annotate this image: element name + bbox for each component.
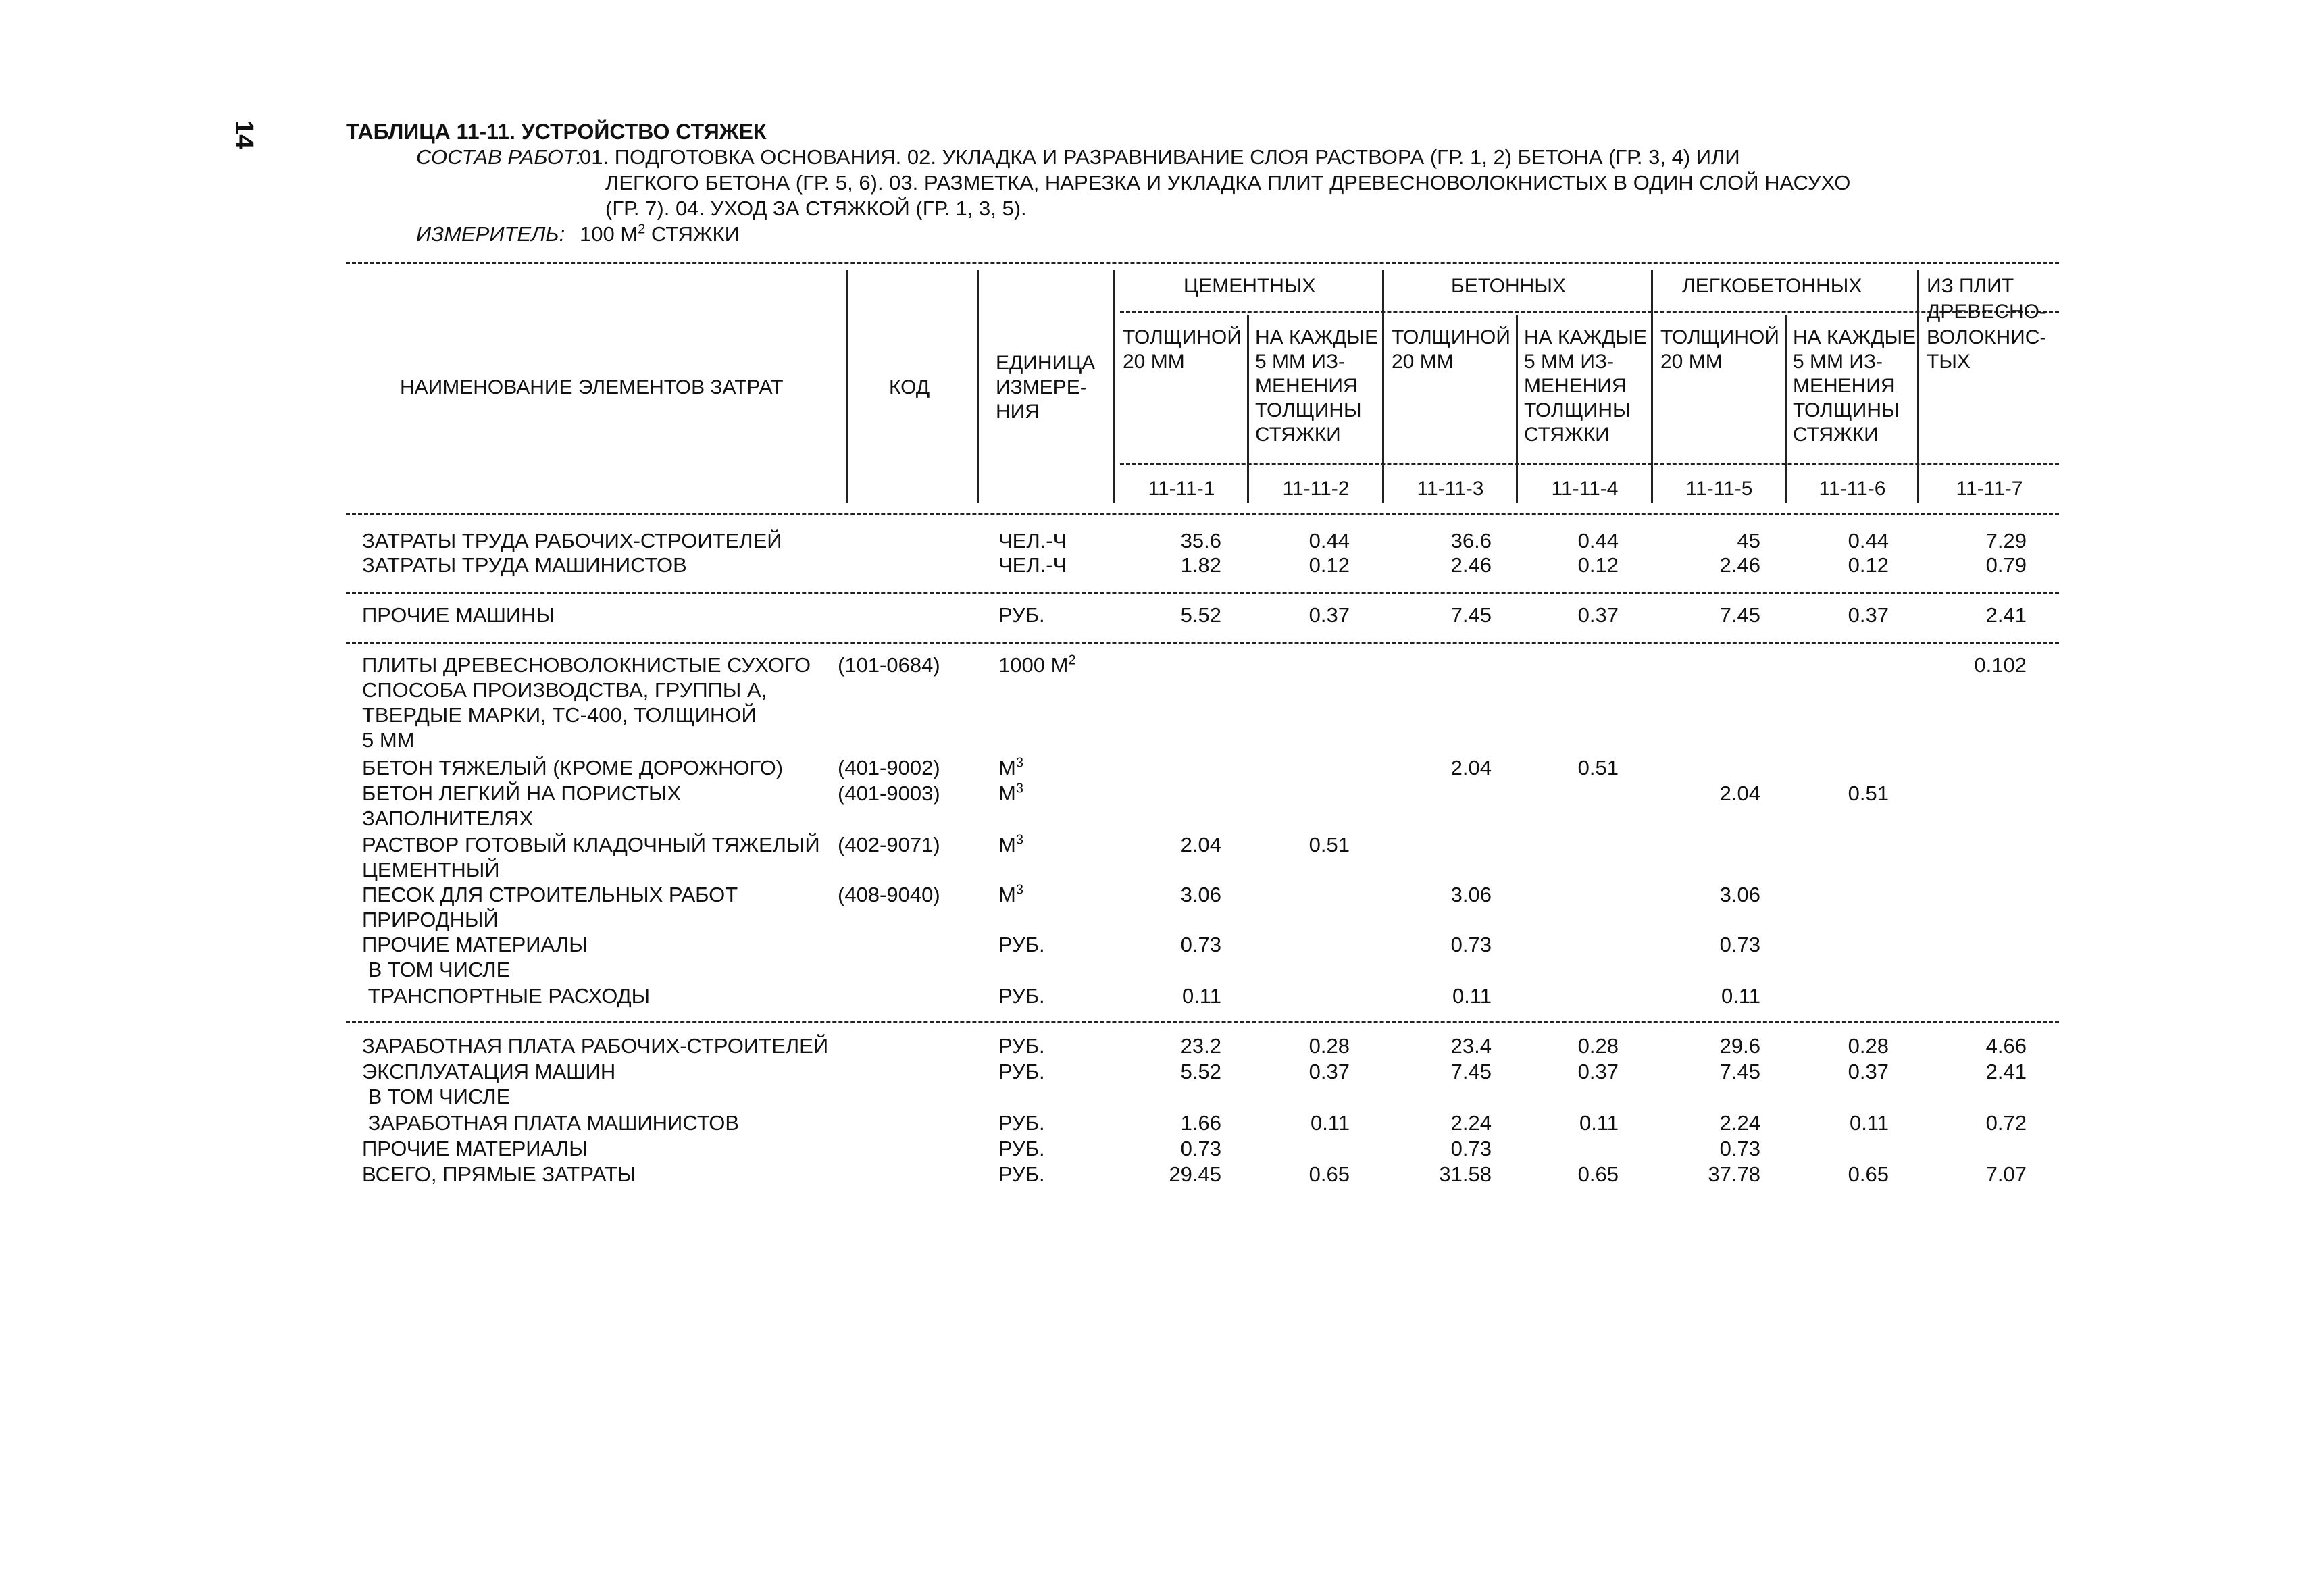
row-value: 29.6 [1719, 1034, 1760, 1058]
row-code: (101-0684) [838, 653, 940, 677]
row-value: 1.82 [1180, 553, 1221, 577]
sub-each-1b: 5 ММ ИЗ- [1255, 351, 1346, 373]
section-rule [346, 642, 2059, 644]
header-last-1: ИЗ ПЛИТ [1927, 275, 2014, 297]
row-unit: $М^3$ [998, 832, 1023, 856]
row-name: ЦЕМЕНТНЫЙ [362, 858, 500, 881]
row-name: ЗАТРАТЫ ТРУДА МАШИНИСТОВ [362, 553, 687, 577]
row-value: 0.73 [1719, 1137, 1760, 1160]
row-name: РАСТВОР ГОТОВЫЙ КЛАДОЧНЫЙ ТЯЖЕЛЫЙ [362, 833, 820, 856]
sostav-line-2: ЛЕГКОГО БЕТОНА (ГР. 5, 6). 03. РАЗМЕТКА, НАРЕЗКА И УКЛАДКА ПЛИТ ДРЕВЕСНОВОЛОКНИСТЫХ В ОДИН СЛОЙ НАСУХО [605, 171, 1851, 195]
row-value: 3.06 [1719, 883, 1760, 906]
row-value: 23.2 [1180, 1034, 1221, 1058]
row-value: 0.28 [1308, 1034, 1350, 1058]
row-value: 0.65 [1577, 1162, 1619, 1186]
row-code: (401-9003) [838, 781, 940, 805]
row-name: ПРОЧИЕ МАТЕРИАЛЫ [362, 933, 588, 956]
row-name: ЗАРАБОТНАЯ ПЛАТА РАБОЧИХ-СТРОИТЕЛЕЙ [362, 1034, 829, 1058]
row-name: ТВЕРДЫЕ МАРКИ, ТС-400, ТОЛЩИНОЙ [362, 703, 757, 727]
row-value: 0.37 [1848, 1060, 1889, 1083]
section-rule [346, 1021, 2059, 1023]
sub-each-2c: МЕНЕНИЯ [1524, 375, 1627, 397]
row-unit: РУБ. [998, 933, 1045, 956]
row-value: 3.06 [1180, 883, 1221, 906]
row-value: 0.37 [1308, 1060, 1350, 1083]
norm-code: 11-11-5 [1685, 478, 1753, 500]
row-unit: РУБ. [998, 1137, 1045, 1160]
col-sep [846, 270, 848, 503]
row-unit: $М^3$ [998, 755, 1023, 779]
header-bottom-rule [346, 513, 2059, 515]
norm-code: 11-11-1 [1148, 478, 1215, 500]
header-top-rule [346, 262, 2059, 264]
row-name: БЕТОН ЛЕГКИЙ НА ПОРИСТЫХ [362, 781, 682, 805]
row-value: 7.45 [1450, 1060, 1492, 1083]
row-value: 0.12 [1308, 553, 1350, 577]
sostav-line-1: 01. ПОДГОТОВКА ОСНОВАНИЯ. 02. УКЛАДКА И РАЗРАВНИВАНИЕ СЛОЯ РАСТВОРА (ГР. 1, 2) БЕТОНА (ГР. 3, 4) ИЛИ [580, 145, 1740, 169]
sub-thick-2a: ТОЛЩИНОЙ [1392, 326, 1510, 349]
col-sep [977, 270, 979, 503]
sub-thick-2b: 20 ММ [1392, 351, 1454, 373]
header-unit-line-3: НИЯ [996, 401, 1040, 423]
row-name: ЭКСПЛУАТАЦИЯ МАШИН [362, 1060, 616, 1083]
header-group-light: ЛЕГКОБЕТОННЫХ [1682, 275, 1862, 297]
col-sep [1113, 270, 1115, 503]
sub-each-2e: СТЯЖКИ [1524, 423, 1610, 446]
row-value: 0.44 [1308, 529, 1350, 552]
row-value: 2.41 [1985, 603, 2027, 627]
row-name: ПЛИТЫ ДРЕВЕСНОВОЛОКНИСТЫЕ СУХОГО [362, 653, 811, 677]
row-value: 0.37 [1577, 1060, 1619, 1083]
row-name: ЗАРАБОТНАЯ ПЛАТА МАШИНИСТОВ [362, 1111, 740, 1135]
row-unit: $М^3$ [998, 882, 1023, 906]
row-value: 7.45 [1450, 603, 1492, 627]
header-group-cement: ЦЕМЕНТНЫХ [1184, 275, 1316, 297]
row-value: 2.41 [1985, 1060, 2027, 1083]
header-last-3: ВОЛОКНИС- [1927, 326, 2047, 349]
row-value: 0.37 [1848, 603, 1889, 627]
row-value: 0.11 [1310, 1111, 1350, 1135]
row-value: 0.44 [1848, 529, 1889, 552]
sub-thick-1a: ТОЛЩИНОЙ [1123, 326, 1242, 349]
header-code-col: КОД [889, 376, 930, 398]
row-unit: ЧЕЛ.-Ч [998, 553, 1067, 577]
row-value: 0.73 [1719, 933, 1760, 956]
row-value: 0.12 [1577, 553, 1619, 577]
row-name: СПОСОБА ПРОИЗВОДСТВА, ГРУППЫ А, [362, 678, 767, 702]
norm-code: 11-11-2 [1282, 478, 1350, 500]
row-value: 2.46 [1719, 553, 1760, 577]
row-value: 29.45 [1169, 1162, 1221, 1186]
row-value: 0.44 [1577, 529, 1619, 552]
row-value: 0.11 [1849, 1111, 1889, 1135]
row-value: 23.4 [1450, 1034, 1492, 1058]
row-value: 0.102 [1974, 653, 2027, 677]
row-value: 0.65 [1308, 1162, 1350, 1186]
row-value: 2.46 [1450, 553, 1492, 577]
row-value: 0.51 [1848, 781, 1889, 805]
row-value: 0.28 [1848, 1034, 1889, 1058]
row-unit: РУБ. [998, 1162, 1045, 1186]
izmeritel-value: 100 $М^2$ СТЯЖКИ [580, 222, 740, 246]
page-number: 14 [230, 120, 258, 149]
row-name: ПЕСОК ДЛЯ СТРОИТЕЛЬНЫХ РАБОТ [362, 883, 738, 906]
row-value: 7.29 [1985, 529, 2027, 552]
row-name: В ТОМ ЧИСЛЕ [362, 958, 511, 981]
sub-each-2a: НА КАЖДЫЕ [1524, 326, 1648, 349]
row-value: 0.12 [1848, 553, 1889, 577]
sub-each-1a: НА КАЖДЫЕ [1255, 326, 1379, 349]
sub-each-3b: 5 ММ ИЗ- [1793, 351, 1883, 373]
row-value: 4.66 [1985, 1034, 2027, 1058]
row-unit: РУБ. [998, 984, 1045, 1008]
row-value: 2.24 [1719, 1111, 1760, 1135]
header-name-col: НАИМЕНОВАНИЕ ЭЛЕМЕНТОВ ЗАТРАТ [400, 376, 784, 398]
row-value: 0.11 [1452, 984, 1492, 1008]
norm-code: 11-11-4 [1551, 478, 1619, 500]
row-value: 3.06 [1450, 883, 1492, 906]
row-code: (408-9040) [838, 883, 940, 906]
row-unit: 1000 $М^2$ [998, 652, 1076, 677]
row-unit: РУБ. [998, 603, 1045, 627]
col-sep [1247, 315, 1249, 503]
sub-each-2b: 5 ММ ИЗ- [1524, 351, 1615, 373]
header-unit-line-1: ЕДИНИЦА [996, 352, 1096, 374]
row-name: В ТОМ ЧИСЛЕ [362, 1085, 511, 1108]
row-value: 1.66 [1180, 1111, 1221, 1135]
row-name: ЗАПОЛНИТЕЛЯХ [362, 806, 534, 830]
sub-thick-1b: 20 ММ [1123, 351, 1185, 373]
row-unit: ЧЕЛ.-Ч [998, 529, 1067, 552]
row-value: 0.73 [1180, 1137, 1221, 1160]
row-value: 7.45 [1719, 1060, 1760, 1083]
norm-code: 11-11-6 [1819, 478, 1886, 500]
row-name: ПРИРОДНЫЙ [362, 908, 499, 931]
row-value: 35.6 [1180, 529, 1221, 552]
row-unit: РУБ. [998, 1060, 1045, 1083]
row-code: (401-9002) [838, 756, 940, 779]
row-value: 31.58 [1439, 1162, 1492, 1186]
header-last-4: ТЫХ [1927, 351, 1971, 373]
col-sep [1516, 315, 1518, 503]
norm-code: 11-11-7 [1956, 478, 2023, 500]
row-value: 2.04 [1450, 756, 1492, 779]
sub-each-3d: ТОЛЩИНЫ [1793, 399, 1900, 421]
row-value: 0.51 [1577, 756, 1619, 779]
row-value: 0.73 [1180, 933, 1221, 956]
sub-each-3e: СТЯЖКИ [1793, 423, 1879, 446]
sub-each-3c: МЕНЕНИЯ [1793, 375, 1896, 397]
sub-each-1c: МЕНЕНИЯ [1255, 375, 1358, 397]
row-value: 7.45 [1719, 603, 1760, 627]
row-value: 0.11 [1721, 984, 1760, 1008]
row-name: ПРОЧИЕ МАТЕРИАЛЫ [362, 1137, 588, 1160]
row-value: 2.04 [1180, 833, 1221, 856]
row-value: 45 [1737, 529, 1760, 552]
row-value: 0.37 [1577, 603, 1619, 627]
row-value: 7.07 [1985, 1162, 2027, 1186]
row-unit: $М^3$ [998, 781, 1023, 805]
sub-thick-3a: ТОЛЩИНОЙ [1660, 326, 1779, 349]
header-last-2: ДРЕВЕСНО- [1927, 301, 2047, 323]
row-unit: РУБ. [998, 1111, 1045, 1135]
row-value: 0.79 [1985, 553, 2027, 577]
row-value: 2.04 [1719, 781, 1760, 805]
izmeritel-label: ИЗМЕРИТЕЛЬ: [416, 222, 565, 246]
col-sep [1785, 315, 1787, 503]
row-value: 0.37 [1308, 603, 1350, 627]
sub-each-2d: ТОЛЩИНЫ [1524, 399, 1631, 421]
row-value: 5.52 [1180, 1060, 1221, 1083]
row-value: 0.51 [1308, 833, 1350, 856]
row-value: 0.11 [1579, 1111, 1619, 1135]
sostav-label: СОСТАВ РАБОТ: [416, 145, 582, 169]
row-value: 0.73 [1450, 933, 1492, 956]
row-value: 0.11 [1181, 984, 1221, 1008]
col-sep [1917, 270, 1919, 503]
sub-each-1d: ТОЛЩИНЫ [1255, 399, 1362, 421]
row-value: 2.24 [1450, 1111, 1492, 1135]
row-code: (402-9071) [838, 833, 940, 856]
col-sep [1382, 270, 1384, 503]
row-value: 0.28 [1577, 1034, 1619, 1058]
sub-each-3a: НА КАЖДЫЕ [1793, 326, 1916, 349]
row-name: 5 ММ [362, 728, 415, 752]
row-name: ПРОЧИЕ МАШИНЫ [362, 603, 555, 627]
row-value: 5.52 [1180, 603, 1221, 627]
col-sep [1651, 270, 1653, 503]
table-title: ТАБЛИЦА 11-11. УСТРОЙСТВО СТЯЖЕК [346, 120, 767, 144]
header-group-concrete: БЕТОННЫХ [1451, 275, 1566, 297]
row-value: 0.65 [1848, 1162, 1889, 1186]
row-value: 36.6 [1450, 529, 1492, 552]
section-rule [346, 592, 2059, 594]
row-value: 0.72 [1985, 1111, 2027, 1135]
norm-code: 11-11-3 [1417, 478, 1484, 500]
row-name: ТРАНСПОРТНЫЕ РАСХОДЫ [362, 984, 651, 1008]
row-name: ВСЕГО, ПРЯМЫЕ ЗАТРАТЫ [362, 1162, 636, 1186]
row-unit: РУБ. [998, 1034, 1045, 1058]
row-name: БЕТОН ТЯЖЕЛЫЙ (КРОМЕ ДОРОЖНОГО) [362, 756, 784, 779]
sub-thick-3b: 20 ММ [1660, 351, 1723, 373]
sostav-line-3: (ГР. 7). 04. УХОД ЗА СТЯЖКОЙ (ГР. 1, 3, 5). [605, 197, 1027, 220]
row-value: 0.73 [1450, 1137, 1492, 1160]
row-value: 37.78 [1708, 1162, 1760, 1186]
sub-each-1e: СТЯЖКИ [1255, 423, 1341, 446]
row-name: ЗАТРАТЫ ТРУДА РАБОЧИХ-СТРОИТЕЛЕЙ [362, 529, 782, 552]
header-unit-line-2: ИЗМЕРЕ- [996, 376, 1087, 398]
